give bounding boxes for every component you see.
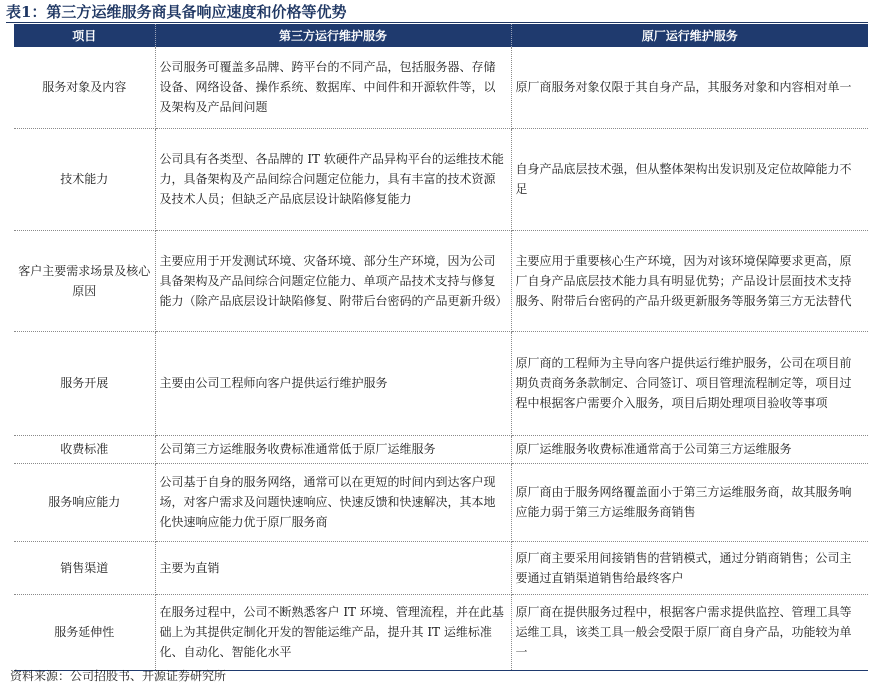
header-item: 项目: [14, 24, 155, 47]
row-item-label: 收费标准: [14, 435, 155, 463]
row-item-label: 技术能力: [14, 128, 155, 230]
original-cell: 原厂运维服务收费标准通常高于公司第三方运维服务: [511, 435, 868, 463]
row-item-label: 服务开展: [14, 331, 155, 435]
table-row: [14, 230, 868, 331]
original-cell: 自身产品底层技术强，但从整体架构出发识别及定位故障能力不足: [511, 128, 868, 230]
original-cell: 原厂商的工程师为主导向客户提供运行维护服务，公司在项目前期负责商务条款制定、合同签订、项目管理流程制定等，项目过程中根据客户需要介入服务，项目后期处理项目验收等事项: [511, 331, 868, 435]
table-row: [14, 128, 868, 230]
row-item-label: 服务响应能力: [14, 463, 155, 541]
table-row: [14, 541, 868, 594]
row-item-label: 服务对象及内容: [14, 47, 155, 128]
third-party-cell: 主要为直销: [155, 541, 511, 594]
row-item-label: 客户主要需求场景及核心原因: [14, 230, 155, 331]
original-cell: 主要应用于重要核心生产环境，因为对该环境保障要求更高，原厂自身产品底层技术能力具有明显优势；产品设计层面技术支持服务、附带后台密码的产品升级更新服务等服务第三方无法替代: [511, 230, 868, 331]
row-item-label: 服务延伸性: [14, 594, 155, 670]
caption-divider: [6, 22, 868, 23]
table-row: [14, 47, 868, 128]
third-party-cell: 公司具有各类型、各品牌的 IT 软硬件产品异构平台的运维技术能力，具备架构及产品间综合问题定位能力，具有丰富的技术资源及技术人员；但缺乏产品底层设计缺陷修复能力: [155, 128, 511, 230]
source-note: 资料来源：公司招股书、开源证券研究所: [10, 669, 227, 683]
table-caption: 表1：第三方运维服务商具备响应速度和价格等优势: [6, 3, 347, 21]
original-cell: 原厂商主要采用间接销售的营销模式，通过分销商销售；公司主要通过直销渠道销售给最终客户: [511, 541, 868, 594]
third-party-cell: 主要应用于开发测试环境、灾备环境、部分生产环境，因为公司具备架构及产品间综合问题定位能力、单项产品技术支持与修复能力（除产品底层设计缺陷修复、附带后台密码的产品更新升级）: [155, 230, 511, 331]
table-row: [14, 435, 868, 463]
third-party-cell: 主要由公司工程师向客户提供运行维护服务: [155, 331, 511, 435]
third-party-cell: 公司第三方运维服务收费标准通常低于原厂运维服务: [155, 435, 511, 463]
third-party-cell: 在服务过程中，公司不断熟悉客户 IT 环境、管理流程，并在此基础上为其提供定制化开发的智能运维产品，提升其 IT 运维标准化、自动化、智能化水平: [155, 594, 511, 670]
table-row: [14, 594, 868, 670]
table-header-row: [14, 24, 868, 47]
table-row: [14, 331, 868, 435]
row-item-label: 销售渠道: [14, 541, 155, 594]
original-cell: 原厂商由于服务网络覆盖面小于第三方运维服务商，故其服务响应能力弱于第三方运维服务商销售: [511, 463, 868, 541]
header-third-party: 第三方运行维护服务: [155, 24, 511, 47]
third-party-cell: 公司服务可覆盖多品牌、跨平台的不同产品，包括服务器、存储设备、网络设备、操作系统、数据库、中间件和开源软件等，以及架构及产品间问题: [155, 47, 511, 128]
third-party-cell: 公司基于自身的服务网络，通常可以在更短的时间内到达客户现场，对客户需求及问题快速响应、快速反馈和快速解决，其本地化快速响应能力优于原厂服务商: [155, 463, 511, 541]
comparison-table: [14, 24, 868, 671]
original-cell: 原厂商服务对象仅限于其自身产品，其服务对象和内容相对单一: [511, 47, 868, 128]
header-original: 原厂运行维护服务: [511, 24, 868, 47]
table-row: [14, 463, 868, 541]
original-cell: 原厂商在提供服务过程中，根据客户需求提供监控、管理工具等运维工具，该类工具一般会受限于原厂商自身产品，功能较为单一: [511, 594, 868, 670]
